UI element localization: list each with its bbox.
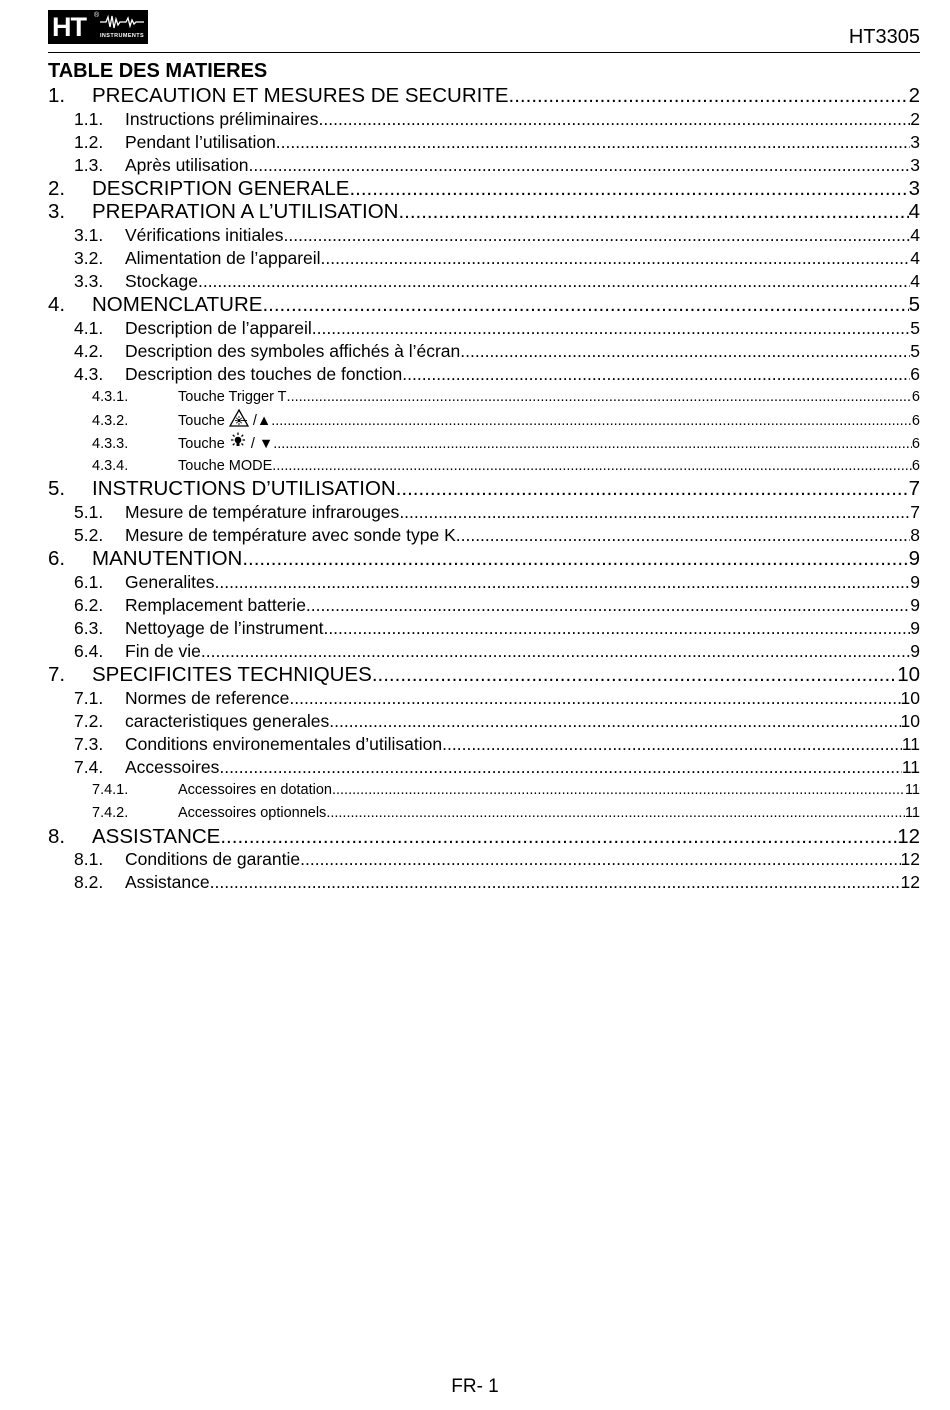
toc-entry-label-text: Description de l’appareil xyxy=(125,317,312,338)
toc-entry-number: 6.4. xyxy=(74,641,104,662)
toc-entry-page: 5 xyxy=(910,341,920,362)
toc-entry-label xyxy=(178,432,273,456)
toc-entry-label-text: PRECAUTION ET MESURES DE SECURITE xyxy=(92,84,509,107)
toc-entry-number: 7.4. xyxy=(74,757,104,778)
toc-entry-number: 7.4.1. xyxy=(92,782,129,799)
toc-entry-label-suffix: /▲ xyxy=(248,413,272,430)
toc-entry-number: 1.3. xyxy=(74,154,104,175)
toc-title: TABLE DES MATIERES xyxy=(48,60,268,82)
toc-entry-label-text: DESCRIPTION GENERALE xyxy=(92,176,350,200)
toc-entry-label xyxy=(92,177,349,201)
toc-dot-leader xyxy=(287,386,912,409)
toc-entry-number: 7.1. xyxy=(74,687,104,708)
toc-entry-number: 6.3. xyxy=(74,617,104,638)
toc-entry-label xyxy=(92,293,262,317)
toc-entry-page: 10 xyxy=(900,687,920,708)
toc-dot-leader xyxy=(262,293,908,317)
toc-entry-label xyxy=(125,270,198,293)
toc-dot-leader xyxy=(323,617,910,640)
toc-entry-number: 3.2. xyxy=(74,248,104,269)
toc-entry-label-text: Normes de reference xyxy=(125,687,290,708)
toc-entry-page: 6 xyxy=(910,364,920,385)
toc-entry-label-text: Accessoires xyxy=(125,757,220,778)
toc-entry-label-text: Description des touches de fonction xyxy=(125,364,403,385)
toc-entry-label xyxy=(125,317,312,340)
toc-dot-leader xyxy=(271,410,912,433)
toc-dot-leader xyxy=(332,779,905,802)
toc-entry-page: 11 xyxy=(904,804,920,821)
toc-entry-page: 6 xyxy=(911,413,920,430)
toc-entry-page: 7 xyxy=(908,477,920,501)
toc-entry-4-3-4[interactable] xyxy=(48,455,920,478)
toc-entry-page: 4 xyxy=(910,271,920,292)
toc-entry-label-text: Accessoires optionnels xyxy=(178,804,327,821)
toc-entry-number: 7.2. xyxy=(74,710,104,731)
toc-entry-1[interactable] xyxy=(48,84,920,108)
toc-entry-label-text: Touche Trigger T xyxy=(178,389,287,406)
toc-dot-leader xyxy=(319,108,911,131)
toc-entry-number: 7.3. xyxy=(74,733,104,754)
toc-entry-label xyxy=(178,779,332,802)
toc-entry-number: 7.4.2. xyxy=(92,804,129,821)
toc-entry-4-3-2[interactable] xyxy=(48,409,920,432)
toc-entry-7-1[interactable] xyxy=(48,687,920,710)
toc-entry-page: 3 xyxy=(910,154,920,175)
toc-entry-6-2[interactable] xyxy=(48,594,920,617)
toc-entry-page: 9 xyxy=(908,547,920,571)
toc-entry-page: 7 xyxy=(910,502,920,522)
toc-dot-leader xyxy=(273,433,912,456)
toc-entry-label xyxy=(125,594,306,617)
toc-entry-8-1[interactable] xyxy=(48,848,920,871)
toc-dot-leader xyxy=(276,131,910,154)
toc-entry-page: 11 xyxy=(901,757,920,778)
toc-entry-label-text: INSTRUCTIONS D’UTILISATION xyxy=(92,477,396,501)
toc-entry-4-3-1[interactable] xyxy=(48,386,920,409)
toc-entry-page: 10 xyxy=(900,710,920,731)
toc-entry-label xyxy=(92,200,398,224)
toc-dot-leader xyxy=(215,571,911,594)
table-of-contents xyxy=(48,58,920,895)
toc-entry-label xyxy=(178,455,272,478)
toc-entry-label xyxy=(125,340,460,363)
toc-entry-label-text: Assistance xyxy=(125,872,210,893)
toc-entry-number: 1.2. xyxy=(74,131,104,152)
toc-dot-leader xyxy=(210,871,901,894)
toc-dot-leader xyxy=(306,594,910,617)
laser-warning-icon xyxy=(229,413,249,429)
toc-entry-number: 3.1. xyxy=(74,225,104,246)
toc-entry-label-text: Pendant l’utilisation xyxy=(125,131,276,152)
toc-entry-label-text: Remplacement batterie xyxy=(125,594,306,615)
toc-entry-4-3-3[interactable] xyxy=(48,432,920,455)
toc-dot-leader xyxy=(201,640,910,663)
toc-entry-label xyxy=(125,224,284,247)
toc-entry-page: 12 xyxy=(900,849,920,870)
toc-entries xyxy=(48,84,920,895)
toc-entry-label-text: Generalites xyxy=(125,571,215,592)
toc-entry-label-text: NOMENCLATURE xyxy=(92,293,263,317)
toc-entry-label-text: Alimentation de l’appareil xyxy=(125,248,321,269)
toc-entry-label-text: SPECIFICITES TECHNIQUES xyxy=(92,663,372,687)
toc-entry-page: 3 xyxy=(910,131,920,152)
toc-entry-page: 4 xyxy=(910,225,920,246)
toc-entry-label-text: caracteristiques generales xyxy=(125,710,330,731)
toc-entry-7-4-2[interactable] xyxy=(48,802,920,825)
toc-entry-page: 2 xyxy=(908,84,920,107)
toc-entry-6-4[interactable] xyxy=(48,640,920,663)
toc-entry-label xyxy=(92,84,509,108)
toc-entry-4-3[interactable] xyxy=(48,363,920,386)
toc-entry-page: 12 xyxy=(900,872,920,893)
toc-entry-number: 5.1. xyxy=(74,502,104,522)
toc-entry-4-1[interactable] xyxy=(48,317,920,340)
toc-entry-label xyxy=(125,363,402,386)
toc-entry-label xyxy=(92,477,396,501)
toc-entry-page: 6 xyxy=(911,389,920,406)
toc-entry-number: 8.1. xyxy=(74,849,104,870)
toc-entry-label-text: Touche xyxy=(178,413,225,430)
toc-entry-label-text: PREPARATION A L’UTILISATION xyxy=(92,200,399,224)
toc-entry-1-2[interactable] xyxy=(48,131,920,154)
waveform-icon xyxy=(100,14,144,30)
toc-entry-number: 2. xyxy=(48,176,66,200)
toc-entry-label-text: ASSISTANCE xyxy=(92,824,221,848)
toc-entry-label-suffix: / ▼ xyxy=(246,435,274,452)
toc-entry-page: 9 xyxy=(910,617,920,638)
toc-entry-page: 9 xyxy=(910,594,920,615)
toc-entry-number: 5. xyxy=(48,477,66,501)
toc-dot-leader xyxy=(399,501,910,524)
toc-entry-7[interactable] xyxy=(48,663,920,687)
toc-entry-page: 11 xyxy=(904,782,920,799)
toc-entry-label-text: Touche xyxy=(178,435,225,452)
toc-entry-label-text: Stockage xyxy=(125,271,198,292)
toc-entry-3[interactable] xyxy=(48,200,920,224)
toc-entry-7-4-1[interactable] xyxy=(48,779,920,802)
toc-dot-leader xyxy=(372,663,897,687)
toc-entry-5-1[interactable] xyxy=(48,501,920,524)
toc-entry-label xyxy=(92,547,242,571)
toc-entry-7-3[interactable] xyxy=(48,733,920,756)
toc-entry-label xyxy=(125,871,210,894)
toc-entry-label xyxy=(125,710,329,733)
toc-entry-6-1[interactable] xyxy=(48,571,920,594)
toc-entry-page: 4 xyxy=(908,200,920,224)
toc-dot-leader xyxy=(289,687,900,710)
toc-entry-7-2[interactable] xyxy=(48,710,920,733)
toc-entry-label xyxy=(125,848,300,871)
toc-entry-6[interactable] xyxy=(48,547,920,571)
toc-entry-number: 4.1. xyxy=(74,317,104,338)
toc-entry-label-text: Touche MODE xyxy=(178,457,273,474)
toc-dot-leader xyxy=(329,710,900,733)
toc-entry-number: 3.3. xyxy=(74,271,104,292)
page-header xyxy=(48,10,920,53)
toc-entry-page: 9 xyxy=(910,571,920,592)
toc-entry-number: 4.3.2. xyxy=(92,413,129,430)
toc-entry-label-text: MANUTENTION xyxy=(92,547,243,571)
toc-entry-label xyxy=(92,663,372,687)
toc-entry-4[interactable] xyxy=(48,293,920,317)
toc-entry-number: 7. xyxy=(48,663,66,687)
model-number: HT3305 xyxy=(848,26,920,48)
toc-entry-label xyxy=(125,154,249,177)
toc-entry-page: 10 xyxy=(897,663,920,687)
toc-dot-leader xyxy=(321,247,911,270)
toc-entry-6-3[interactable] xyxy=(48,617,920,640)
toc-entry-label xyxy=(125,733,442,756)
toc-entry-page: 12 xyxy=(897,824,920,848)
toc-entry-page: 5 xyxy=(910,317,920,338)
toc-entry-5-2[interactable] xyxy=(48,524,920,547)
toc-entry-label-text: Mesure de température avec sonde type K xyxy=(125,525,456,546)
toc-entry-number: 4. xyxy=(48,293,66,317)
toc-entry-4-2[interactable] xyxy=(48,340,920,363)
toc-entry-page: 3 xyxy=(908,176,920,200)
toc-entry-number: 8. xyxy=(48,824,66,848)
toc-entry-number: 8.2. xyxy=(74,872,104,893)
toc-entry-number: 6. xyxy=(48,547,66,571)
toc-dot-leader xyxy=(220,825,897,849)
toc-entry-8[interactable] xyxy=(48,825,920,849)
toc-entry-number: 3. xyxy=(48,200,66,224)
toc-entry-3-3[interactable] xyxy=(48,270,920,293)
toc-entry-label xyxy=(125,524,456,547)
toc-entry-label xyxy=(125,617,323,640)
toc-dot-leader xyxy=(219,756,901,779)
toc-entry-3-2[interactable] xyxy=(48,247,920,270)
toc-entry-label xyxy=(178,802,326,825)
toc-entry-page: 6 xyxy=(911,457,920,474)
toc-entry-label-text: Mesure de température infrarouges xyxy=(125,502,400,522)
toc-entry-label-text: Instructions préliminaires xyxy=(125,108,319,129)
toc-dot-leader xyxy=(198,270,910,293)
toc-dot-leader xyxy=(402,363,910,386)
backlight-icon xyxy=(229,436,247,452)
toc-dot-leader xyxy=(398,200,908,224)
toc-entry-8-2[interactable] xyxy=(48,871,920,894)
toc-entry-page: 11 xyxy=(901,733,920,754)
logo-subtext: INSTRUMENTS xyxy=(100,33,145,39)
toc-entry-page: 5 xyxy=(908,293,920,317)
toc-dot-leader xyxy=(460,340,910,363)
toc-dot-leader xyxy=(272,455,912,478)
toc-dot-leader xyxy=(326,802,905,825)
toc-entry-label-text: Vérifications initiales xyxy=(125,225,284,246)
toc-entry-number: 1. xyxy=(48,84,66,107)
toc-entry-label xyxy=(125,131,276,154)
toc-entry-number: 6.1. xyxy=(74,571,104,592)
ht-instruments-logo xyxy=(48,10,148,44)
toc-dot-leader xyxy=(312,317,910,340)
toc-dot-leader xyxy=(284,224,911,247)
toc-entry-label-text: Après utilisation xyxy=(125,154,249,175)
toc-entry-number: 4.3.1. xyxy=(92,389,129,406)
toc-entry-number: 1.1. xyxy=(74,108,104,129)
toc-entry-7-4[interactable] xyxy=(48,756,920,779)
toc-entry-label xyxy=(125,687,289,710)
toc-entry-label xyxy=(125,501,399,524)
registered-mark: ® xyxy=(94,12,100,19)
toc-entry-label-text: Nettoyage de l’instrument xyxy=(125,617,324,638)
toc-entry-label xyxy=(125,247,321,270)
toc-entry-label-text: Description des symboles affichés à l’écran xyxy=(125,341,461,362)
toc-dot-leader xyxy=(509,84,909,108)
toc-entry-label xyxy=(125,756,219,779)
toc-dot-leader xyxy=(300,848,900,871)
toc-entry-2[interactable] xyxy=(48,177,920,201)
toc-entry-page: 2 xyxy=(910,108,920,129)
toc-entry-1-3[interactable] xyxy=(48,154,920,177)
toc-entry-number: 6.2. xyxy=(74,594,104,615)
toc-entry-label-text: Fin de vie xyxy=(125,641,201,662)
toc-entry-3-1[interactable] xyxy=(48,224,920,247)
toc-entry-label-text: Accessoires en dotation xyxy=(178,782,332,799)
toc-entry-number: 4.2. xyxy=(74,341,104,362)
toc-entry-label xyxy=(92,825,220,849)
toc-entry-number: 4.3. xyxy=(74,364,104,385)
toc-entry-page: 6 xyxy=(911,435,920,452)
toc-dot-leader xyxy=(242,547,908,571)
toc-dot-leader xyxy=(456,524,911,547)
toc-entry-label xyxy=(178,386,287,409)
toc-dot-leader xyxy=(249,154,911,177)
toc-dot-leader xyxy=(442,733,902,756)
toc-entry-number: 4.3.4. xyxy=(92,457,129,474)
toc-dot-leader xyxy=(349,177,908,201)
toc-entry-page: 8 xyxy=(910,525,920,546)
page-footer: FR- 1 xyxy=(451,1376,499,1397)
toc-entry-number: 4.3.3. xyxy=(92,435,129,452)
toc-dot-leader xyxy=(396,477,909,501)
toc-entry-label xyxy=(125,108,319,131)
toc-entry-5[interactable] xyxy=(48,477,920,501)
logo-text: HT xyxy=(52,11,86,42)
toc-entry-label-text: Conditions environementales d’utilisation xyxy=(125,733,443,754)
toc-entry-label xyxy=(125,571,215,594)
toc-entry-label xyxy=(178,409,271,433)
toc-entry-page: 9 xyxy=(910,641,920,662)
toc-entry-label xyxy=(125,640,201,663)
toc-entry-label-text: Conditions de garantie xyxy=(125,849,301,870)
toc-entry-number: 5.2. xyxy=(74,525,104,546)
toc-entry-1-1[interactable] xyxy=(48,108,920,131)
toc-entry-page: 4 xyxy=(910,248,920,269)
